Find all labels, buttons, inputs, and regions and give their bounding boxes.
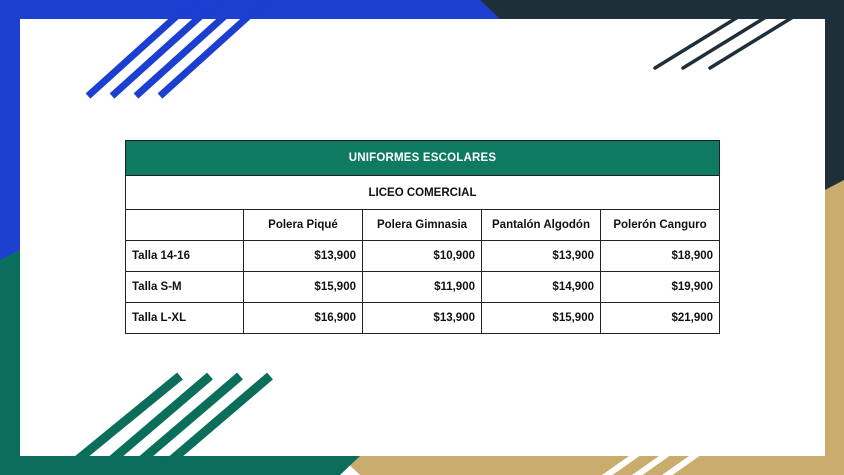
row-label: Talla S-M bbox=[126, 272, 244, 303]
table-row bbox=[126, 303, 720, 334]
price-cell: $13,900 bbox=[482, 241, 601, 272]
price-cell: $13,900 bbox=[244, 241, 363, 272]
price-cell: $21,900 bbox=[601, 303, 720, 334]
row-label: Talla L-XL bbox=[126, 303, 244, 334]
price-cell: $15,900 bbox=[482, 303, 601, 334]
price-cell: $11,900 bbox=[363, 272, 482, 303]
row-label: Talla 14-16 bbox=[126, 241, 244, 272]
price-cell: $16,900 bbox=[244, 303, 363, 334]
table-row bbox=[126, 241, 720, 272]
column-header: Polera Piqué bbox=[244, 210, 363, 241]
price-cell: $13,900 bbox=[363, 303, 482, 334]
table-subtitle-row bbox=[126, 176, 720, 210]
price-cell: $18,900 bbox=[601, 241, 720, 272]
table-title: UNIFORMES ESCOLARES bbox=[126, 141, 720, 176]
column-header: Polerón Canguro bbox=[601, 210, 720, 241]
column-header-row bbox=[126, 210, 720, 241]
price-cell: $14,900 bbox=[482, 272, 601, 303]
column-header-empty bbox=[126, 210, 244, 241]
column-header: Polera Gimnasia bbox=[363, 210, 482, 241]
table-subtitle: LICEO COMERCIAL bbox=[126, 176, 720, 210]
table-row bbox=[126, 272, 720, 303]
price-cell: $15,900 bbox=[244, 272, 363, 303]
uniform-price-table bbox=[125, 140, 720, 334]
price-cell: $19,900 bbox=[601, 272, 720, 303]
price-cell: $10,900 bbox=[363, 241, 482, 272]
column-header: Pantalón Algodón bbox=[482, 210, 601, 241]
table-title-row bbox=[126, 141, 720, 176]
